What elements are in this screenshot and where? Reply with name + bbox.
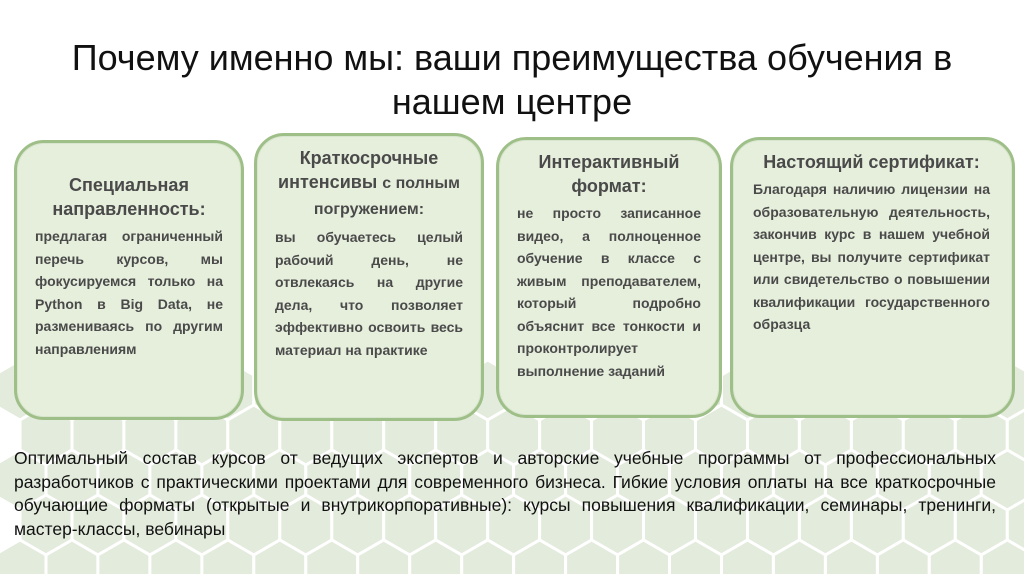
summary-paragraph: Оптимальный состав курсов от ведущих экспертов и авторские учебные программы от профессиональных разработчиков с практическими проектами для современного бизнеса. Гибкие условия оплаты на все краткосрочные обучающие форматы (открытые и внутрикорпоративные): курсы повышения квалификации, семинары, тренинги, мастер-классы, вебинары [14,448,996,539]
card-heading-text: Настоящий сертификат: [763,152,980,172]
advantage-card-certificate [730,137,1015,418]
card-text: предлагая ограниченный перечь курсов, мы фокусируемся только на Python в Big Data, не размениваясь по другим направлениям [35,228,223,357]
advantage-card-interactive-format [496,137,722,418]
advantage-card-intensives [254,133,484,421]
card-heading [517,150,701,198]
card-text: вы обучаетесь целый рабочий день, не отвлекаясь на другие дела, что позволяет эффективно освоить весь материал на практике [275,229,463,358]
card-heading [753,150,990,174]
card-heading-text: Специальная направленность: [52,175,206,219]
card-heading [35,173,223,221]
card-heading-text: Краткосрочные интенсивы [278,148,439,192]
card-heading-text: Интерактивный формат: [538,152,680,196]
card-heading-suffix: с полным погружением: [313,175,460,218]
card-heading [275,146,463,222]
page-title: Почему именно мы: ваши преимущества обучения в нашем центре [71,37,953,122]
card-text: не просто записанное видео, а полноценное обучение в классе с живым преподавателем, который подробно объяснит все тонкости и проконтролирует выполнение заданий [517,205,701,379]
card-text: Благодаря наличию лицензии на образовательную деятельность, закончив курс в нашем учебной центре, вы получите сертификат или свидетельство о повышении квалификации государственного образца [753,181,990,332]
advantage-card-specialization [14,140,244,420]
